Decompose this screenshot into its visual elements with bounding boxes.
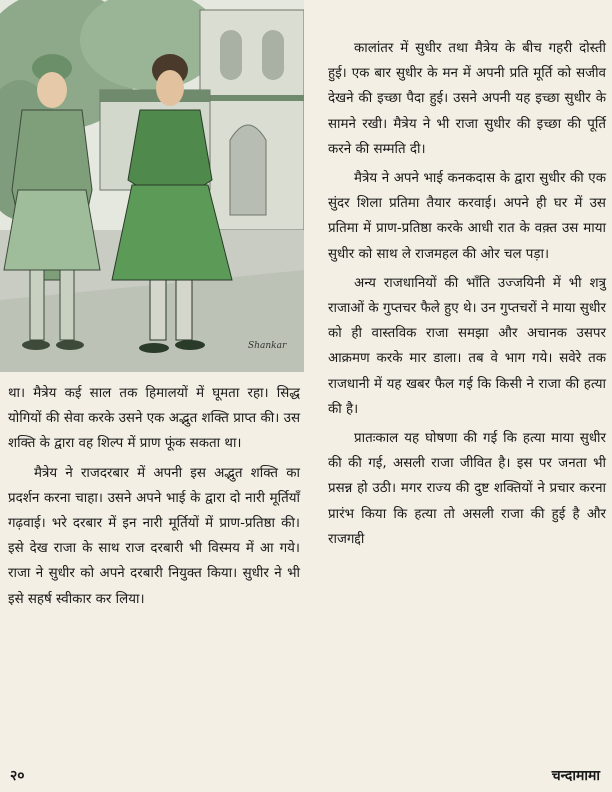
right-paragraph-2: मैत्रेय ने अपने भाई कनकदास के द्वारा सुधीर की एक सुंदर शिला प्रतिमा तैयार करवाई। अपने ही घर में उस प्रतिमा में प्राण-प्रतिष्ठा करके आधी रात के वक़्त उस माया सुधीर को साथ ले राजमहल की ओर चल पड़ा। [328,171,606,262]
left-paragraph-1: था। मैत्रेय कई साल तक हिमालयों में घूमता रहा। सिद्ध योगियों की सेवा करके उसने एक अद्भुत शक्ति प्राप्त की। उस शक्ति के द्वारा वह शिल्प में प्राण फूंक सकता था। [8,386,300,452]
right-paragraph-3: अन्य राजधानियों की भाँति उज्जयिनी में भी शत्रु राजाओं के गुप्तचर फैले हुए थे। उन गुप्तचरों ने माया सुधीर को ही वास्तविक राजा समझा और अचानक उसपर आक्रमण करके मार डाला। तब वे भाग गये। सवेरे तक राजधानी में यह खबर फैल गई कि किसी ने राजा की हत्या की है। [328,275,606,417]
left-paragraph-2: मैत्रेय ने राजदरबार में अपनी इस अद्भुत शक्ति का प्रदर्शन करना चाहा। उसने अपने भाई के द्वारा दो नारी मूर्तियाँ गढ़वाई। भरे दरबार में इन नारी मूर्तियों में प्राण-प्रतिष्ठा की। इसे देख राजा के साथ राज दरबारी भी विस्मय में आ गये। राजा ने सुधीर को अपने दरबारी नियुक्त किया। सुधीर ने भी इसे सहर्ष स्वीकार कर लिया। [8,465,300,607]
two-men-walking-illustration-icon [0,0,304,372]
left-text-column [8,381,300,612]
right-text-column [328,36,606,552]
page-number: २० [10,768,25,784]
right-paragraph-1: कालांतर में सुधीर तथा मैत्रेय के बीच गहरी दोस्ती हुई। एक बार सुधीर के मन में अपनी प्रति मूर्ति को सजीव देखने की इच्छा पैदा हुई। उसने अपनी यह इच्छा सुधीर के सामने रखी। मैत्रेय ने भी राजा सुधीर की इच्छा की पूर्ति करने की सम्मति दी। [328,41,606,157]
page-footer [0,766,612,792]
magazine-name: चन्दामामा [551,768,600,784]
illustration-signature: Shankar [248,341,287,351]
story-illustration [0,0,304,372]
right-paragraph-4: प्रातःकाल यह घोषणा की गई कि हत्या माया सुधीर की की गई, असली राजा जीवित है। इस पर जनता भी प्रसन्न हो उठी। मगर राज्य की दुष्ट शक्तियों ने प्रचार करना प्रारंभ किया कि हत्या तो असली राजा की हुई है और राजगद्दी [328,431,606,547]
